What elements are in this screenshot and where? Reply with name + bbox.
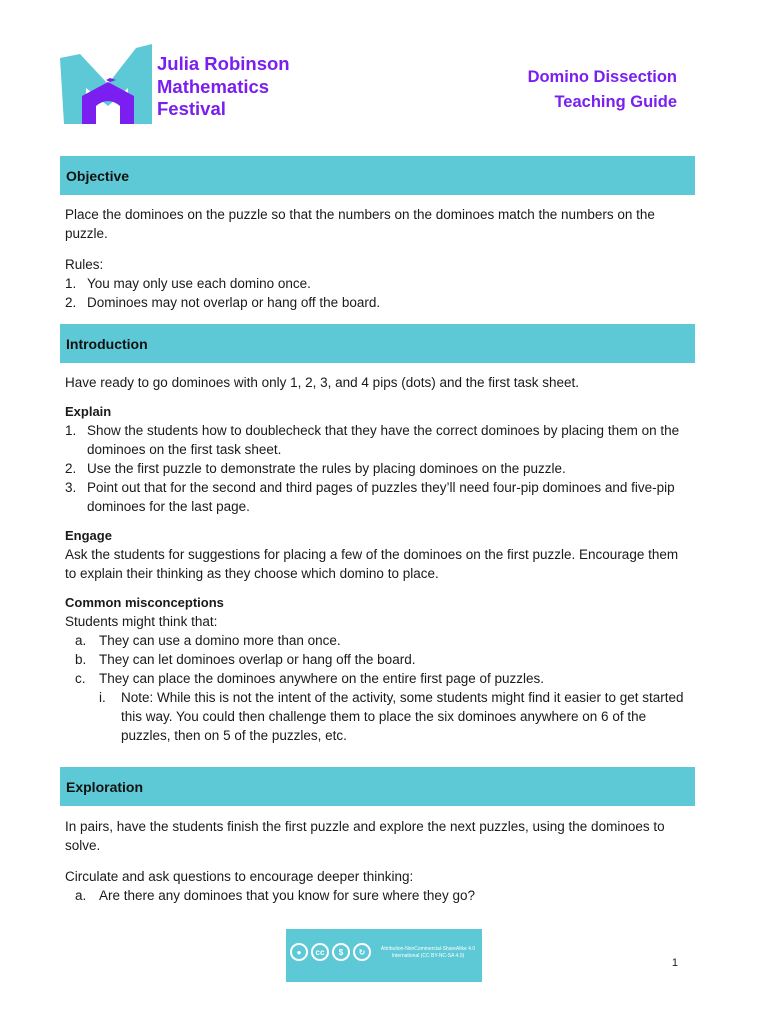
misconceptions-intro: Students might think that: [65, 614, 218, 629]
list-item: 2. Dominoes may not overlap or hang off the board. [65, 295, 381, 310]
exploration-content [65, 817, 690, 905]
explain-heading: Explain [65, 404, 112, 419]
list-item: a. They can use a domino more than once. [75, 633, 341, 648]
section-header-objective: Objective [60, 156, 695, 195]
exploration-text: In pairs, have the students finish the first puzzle and explore the next puzzles, using the dominoes to solve. [65, 819, 665, 853]
introduction-text: Have ready to go dominoes with only 1, 2, 3, and 4 pips (dots) and the first task sheet. [65, 375, 580, 390]
introduction-content [65, 373, 690, 745]
person-icon: ● [290, 943, 308, 961]
sharealike-icon: ↻ [353, 943, 371, 961]
circulate-text: Circulate and ask questions to encourage deeper thinking: [65, 869, 414, 884]
festival-logo [60, 44, 156, 126]
list-item: 1. Show the students how to doublecheck that they have the correct dominoes by placing them on the dominoes on the first task sheet. [65, 423, 680, 457]
document-title: Domino Dissection Teaching Guide [527, 68, 677, 111]
license-text: Attribution-NonCommercial-ShareAlike 4.0 International (CC BY-NC-SA 4.0) [380, 946, 476, 959]
list-item: 3. Point out that for the second and third pages of puzzles they’ll need four-pip dominoes and five-pip dominoes for the last page. [65, 480, 675, 514]
list-item: i. Note: While this is not the intent of the activity, some students might find it easier to get started this way. You could then challenge them to place the six dominoes anywhere on 6 of the puzzles, then on 5 of the puzzles, etc. [99, 690, 684, 743]
list-item: 1. You may only use each domino once. [65, 276, 311, 291]
list-item: c. They can place the dominoes anywhere on the entire first page of puzzles. [75, 671, 545, 686]
rules-label: Rules: [65, 257, 104, 272]
section-header-introduction: Introduction [60, 324, 695, 363]
list-item: a. Are there any dominoes that you know for sure where they go? [75, 888, 475, 903]
section-header-exploration: Exploration [60, 767, 695, 806]
organization-name: Julia Robinson Mathematics Festival [157, 53, 290, 119]
page-number: 1 [671, 957, 678, 969]
noncommercial-icon: $ [332, 943, 350, 961]
engage-heading: Engage [65, 528, 112, 543]
list-item: b. They can let dominoes overlap or hang off the board. [75, 652, 416, 667]
misconceptions-heading: Common misconceptions [65, 595, 224, 610]
engage-text: Ask the students for suggestions for placing a few of the dominoes on the first puzzle. Encourage them to explain their thinking as they choose which domino to place. [65, 547, 679, 581]
list-item: 2. Use the first puzzle to demonstrate the rules by placing dominoes on the puzzle. [65, 461, 566, 476]
license-badge [286, 929, 482, 982]
cc-icon: cc [311, 943, 329, 961]
objective-content [65, 205, 690, 312]
objective-text: Place the dominoes on the puzzle so that the numbers on the dominoes match the numbers on the puzzle. [65, 207, 655, 241]
